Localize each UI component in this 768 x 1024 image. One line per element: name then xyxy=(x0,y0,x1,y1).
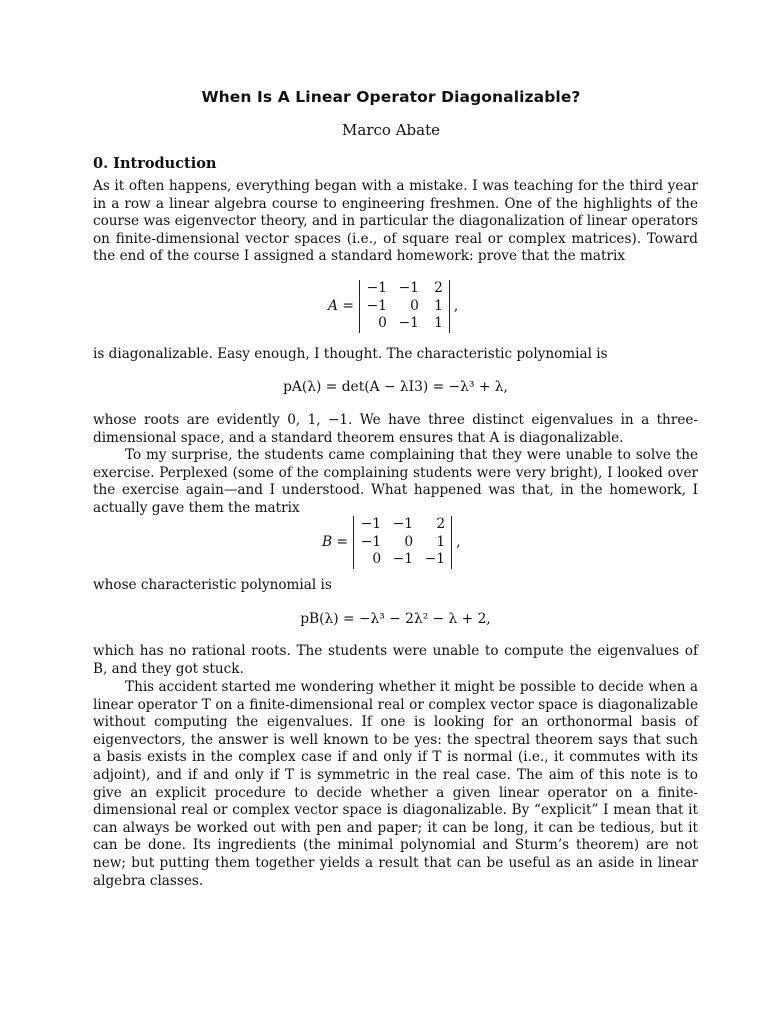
matrix-a-cell: 2 xyxy=(434,280,443,296)
matrix-b-cell: −1 xyxy=(392,551,414,568)
matrix-b-label-text: B = xyxy=(322,534,349,551)
equation-pa: pA(λ) = det(A − λI3) = −λ³ + λ, xyxy=(283,379,508,395)
paragraph-7: This accident started me wondering whether it might be possible to decide when a linear operator T on a finite-dimensional real or complex vector space is diagonalizable without computing the eigenvalues. If one is looking for an orthonormal basis of eigenvectors, the answer is well known to be yes: the spectral theorem says that such a basis exists in the complex case if and only if T is normal (i.e., it commutes with its adjoint), and if and only if T is symmetric in the real case. The aim of this note is to give an explicit procedure to decide whether a given linear operator on a finite-dimensional real or complex vector space is diagonalizable. By “explicit” I mean that it can always be worked out with pen and paper; it can be long, it can be tedious, but it can be done. Its ingredients (the minimal polynomial and Sturm’s theorem) are not new; but putting them together yields a result that can be useful as an aside in linear algebra classes. xyxy=(93,679,698,889)
paper-author: Marco Abate xyxy=(342,121,440,139)
matrix-b-cell: −1 xyxy=(424,551,446,568)
matrix-b-cell: 2 xyxy=(436,516,446,532)
matrix-b-cell: −1 xyxy=(392,516,414,532)
matrix-a-cell: 1 xyxy=(434,315,443,332)
matrix-a-cell: −1 xyxy=(398,280,419,296)
matrix-b-cell: 1 xyxy=(436,533,446,550)
matrix-a-cell: −1 xyxy=(366,297,387,314)
matrix-b-cell: 0 xyxy=(404,533,414,550)
matrix-a-cell: −1 xyxy=(398,315,419,332)
matrix-b-cell: −1 xyxy=(360,533,382,550)
matrix-b-cell: −1 xyxy=(360,516,382,532)
matrix-a-display xyxy=(328,280,458,333)
matrix-b-cell: 0 xyxy=(372,551,382,568)
matrix-a-tail: , xyxy=(453,298,459,315)
paragraph-1: As it often happens, everything began with a mistake. I was teaching for the third year in a row a linear algebra course to engineering freshmen. One of the highlights of the course was eigenvector theory, and in particular the diagonalization of linear operators on finite-dimensional vector spaces (i.e., of square real or complex matrices). Toward the end of the course I assigned a standard homework: prove that the matrix xyxy=(93,178,698,265)
paragraph-2: is diagonalizable. Easy enough, I thought. The characteristic polynomial is xyxy=(93,346,608,362)
matrix-a-cell: 1 xyxy=(434,297,443,314)
paragraph-5: whose characteristic polynomial is xyxy=(93,577,332,593)
paragraph-3: whose roots are evidently 0, 1, −1. We have three distinct eigenvalues in a three-dimensional space, and a standard theorem ensures that A is diagonalizable. xyxy=(93,412,698,446)
matrix-a-cell: 0 xyxy=(378,315,387,332)
matrix-a xyxy=(359,280,450,333)
matrix-b-tail: , xyxy=(456,534,461,551)
matrix-a-cell: 0 xyxy=(410,297,419,314)
paper-title: When Is A Linear Operator Diagonalizable? xyxy=(201,88,581,106)
matrix-b xyxy=(353,516,452,569)
section-heading: 0. Introduction xyxy=(93,155,217,172)
matrix-a-cell: −1 xyxy=(366,280,387,296)
matrix-b-display xyxy=(322,516,460,569)
matrix-b-label xyxy=(322,534,348,550)
matrix-a-label xyxy=(328,298,354,314)
paragraph-6: which has no rational roots. The students were unable to compute the eigenvalues of B, and they got stuck. xyxy=(93,643,698,677)
paragraph-4: To my surprise, the students came complaining that they were unable to solve the exercise. Perplexed (some of the complaining students were very bright), I looked over the exercise again—and I understood. What happened was that, in the homework, I actually gave them the matrix xyxy=(93,447,698,516)
matrix-a-label-text: A = xyxy=(328,298,354,315)
equation-pb: pB(λ) = −λ³ − 2λ² − λ + 2, xyxy=(300,611,491,627)
